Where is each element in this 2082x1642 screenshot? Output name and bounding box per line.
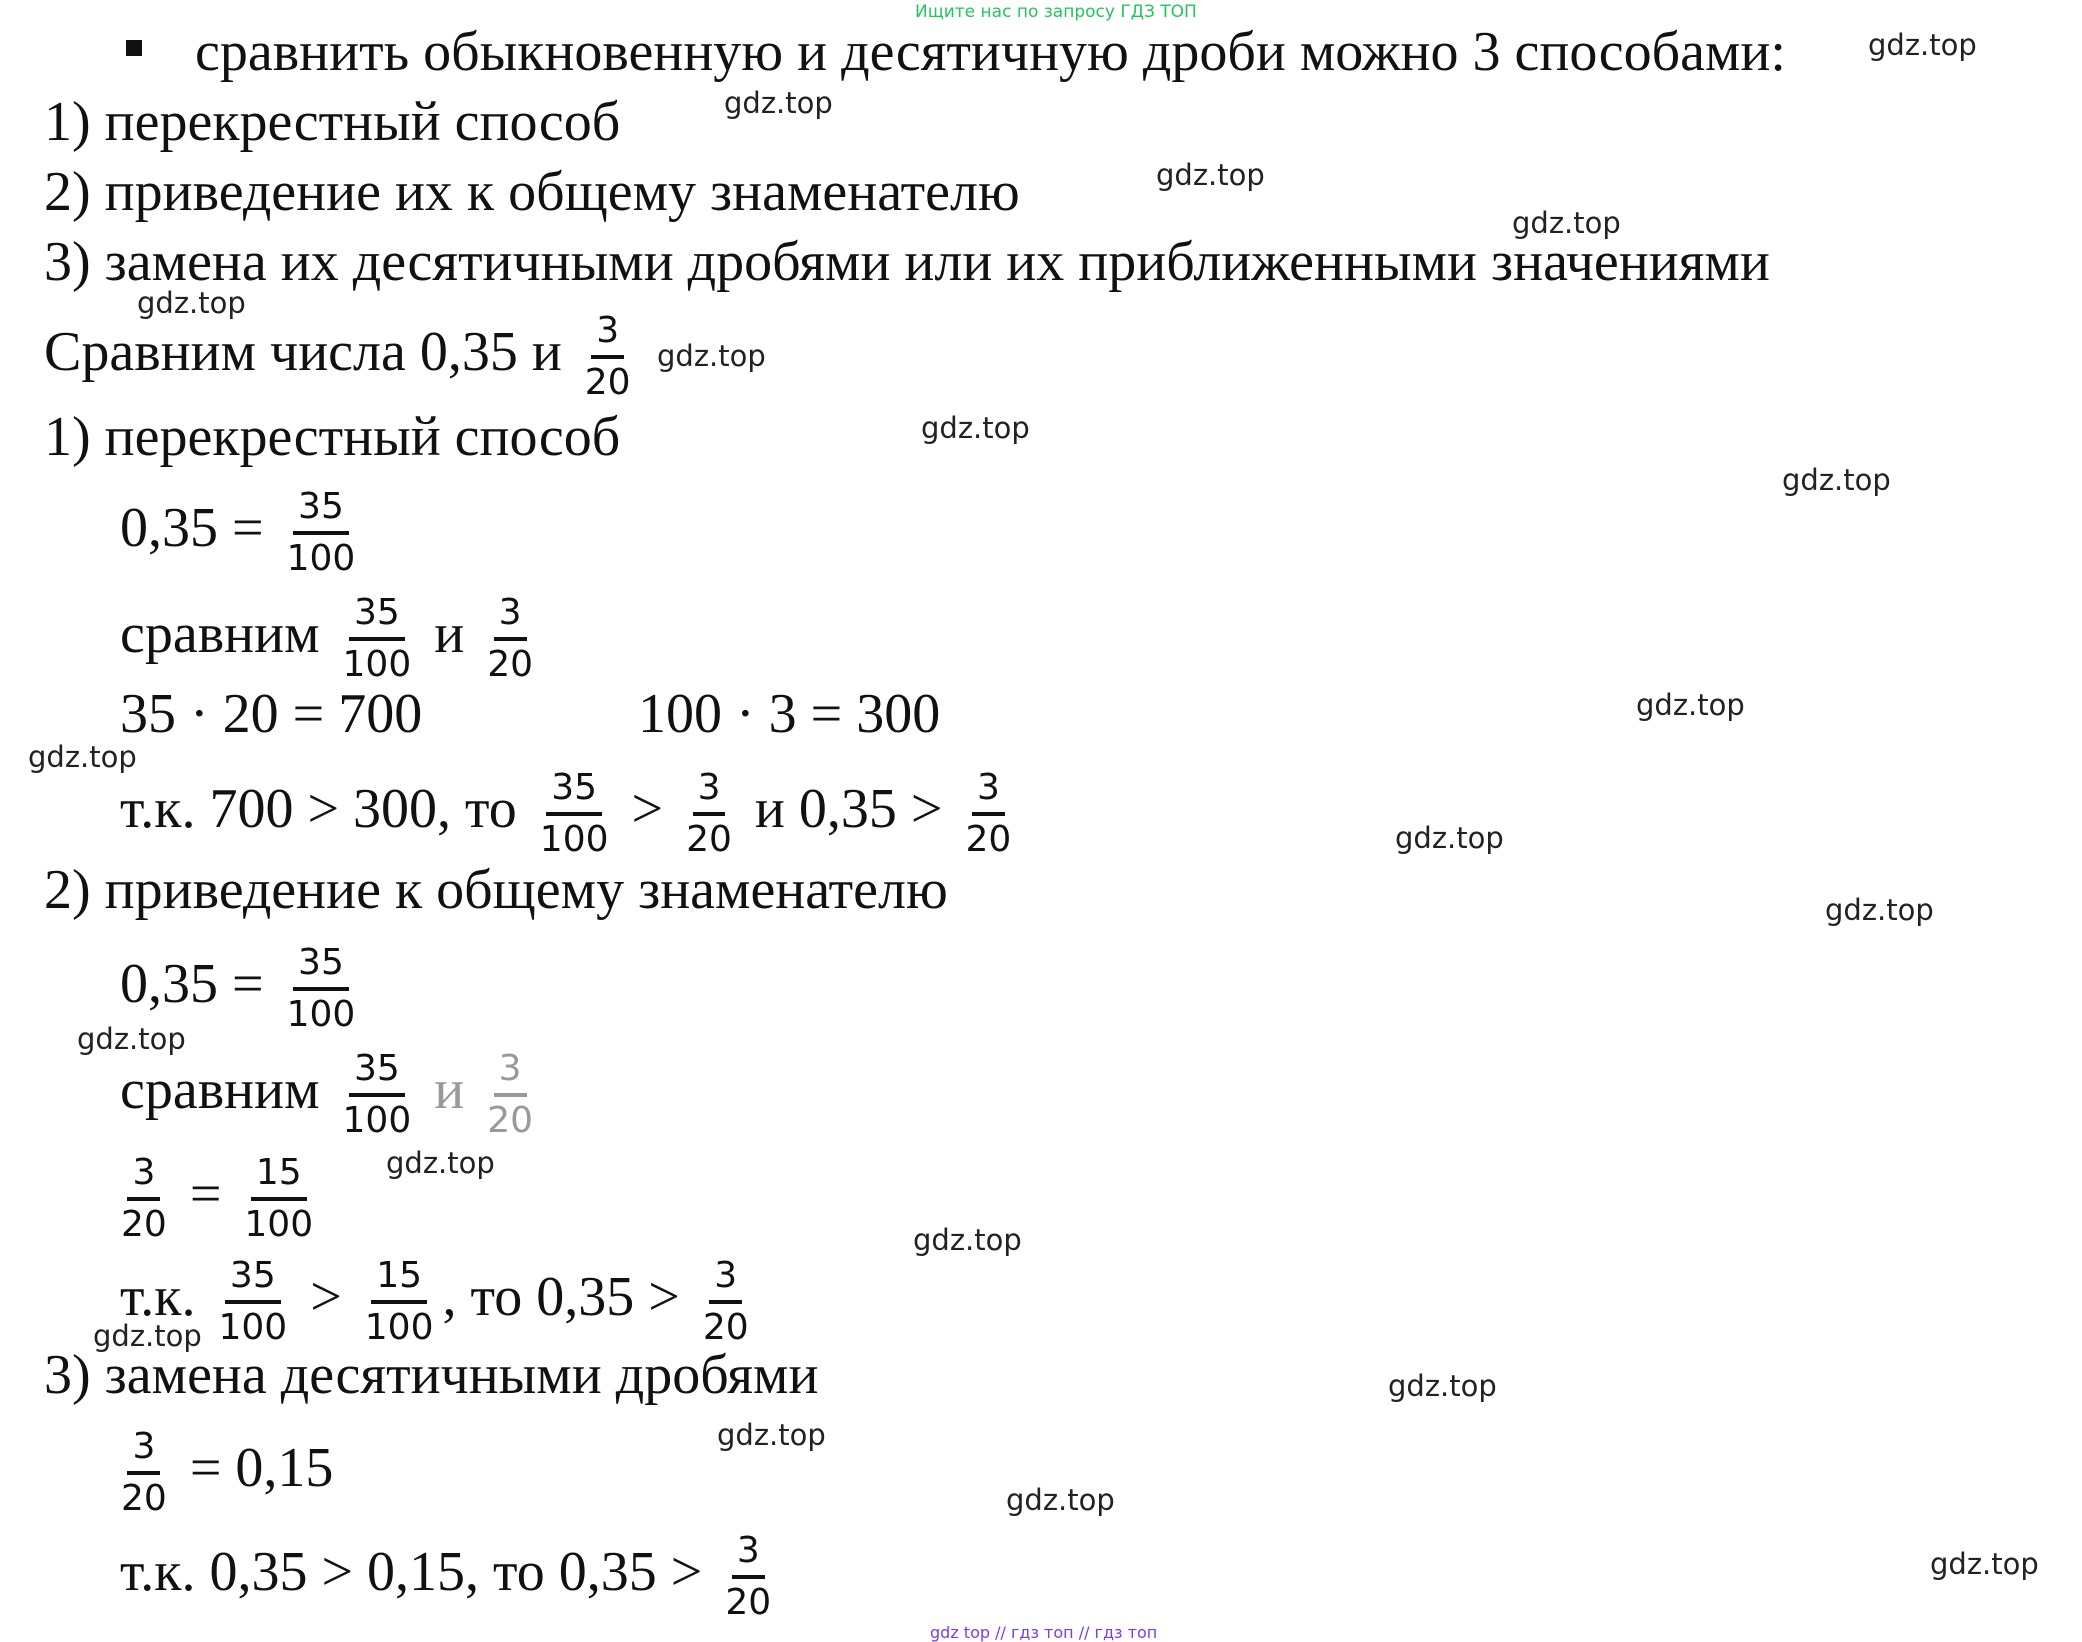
- s2-conv-frac-b: [239, 1152, 318, 1246]
- s2-conclusion: [120, 1255, 758, 1349]
- watermark-text: gdz.top: [1395, 821, 1504, 855]
- watermark-text: gdz.top: [1782, 463, 1891, 497]
- watermark-text: gdz.top: [1156, 158, 1265, 192]
- fraction-denominator: 100: [218, 1307, 288, 1348]
- s2-compare-frac-b: [482, 1048, 538, 1142]
- fraction-numerator: 15: [371, 1255, 427, 1304]
- fraction-denominator: 20: [121, 1478, 167, 1519]
- fraction-numerator: 35: [293, 486, 349, 535]
- watermark-text: gdz.top: [1006, 1483, 1115, 1517]
- watermark-text: gdz.top: [657, 339, 766, 373]
- s1-conclusion: [120, 767, 1020, 861]
- fraction-denominator: 100: [342, 1100, 412, 1141]
- watermark-text: gdz.top: [921, 411, 1030, 445]
- fraction-denominator: 100: [364, 1307, 434, 1348]
- s2-concl-a: т.к.: [120, 1265, 196, 1328]
- fraction-denominator: 20: [702, 1307, 749, 1348]
- fraction-denominator: 100: [244, 1204, 314, 1245]
- fraction-denominator: 100: [286, 994, 356, 1035]
- intro-method-3: 3) замена их десятичными дробями или их приближенными значениями: [44, 231, 1770, 293]
- watermark-text: gdz.top: [913, 1223, 1022, 1257]
- fraction-numerator: 15: [251, 1152, 307, 1201]
- fraction-denominator: 20: [584, 362, 631, 403]
- s2-conv-frac-a: [116, 1152, 172, 1246]
- task-line: [44, 310, 640, 404]
- bullet-square: [126, 40, 142, 56]
- watermark-text: gdz.top: [1636, 688, 1745, 722]
- s3-equation: [112, 1426, 333, 1520]
- s1-product-right: 100 · 3 = 300: [638, 683, 941, 745]
- s2-heading: 2) приведение к общему знаменателю: [44, 859, 948, 921]
- watermark-text: gdz.top: [386, 1146, 495, 1180]
- fraction-numerator: 35: [546, 767, 602, 816]
- s2-compare-word: сравним: [120, 1058, 320, 1121]
- fraction-numerator: 3: [494, 592, 527, 641]
- fraction-denominator: 100: [342, 644, 412, 685]
- fraction-denominator: 20: [686, 819, 732, 860]
- watermark-text: gdz.top: [1825, 893, 1934, 927]
- s1-eq-lhs: 0,35 =: [120, 496, 264, 559]
- fraction-denominator: 20: [487, 644, 534, 685]
- intro-method-2: 2) приведение их к общему знаменателю: [44, 161, 1020, 223]
- task-text: Сравним числа 0,35 и: [44, 320, 562, 383]
- s1-and-word: и: [434, 602, 465, 665]
- s1-compare-frac-b: [482, 592, 538, 686]
- fraction-denominator: 100: [539, 819, 609, 860]
- s2-compare: [120, 1048, 542, 1142]
- task-fraction: [580, 310, 636, 404]
- watermark-text: gdz.top: [717, 1418, 826, 1452]
- s2-concl-frac-a: [213, 1255, 292, 1349]
- watermark-text: gdz.top: [1388, 1369, 1497, 1403]
- bottom-banner: gdz top // гдз топ // гдз топ: [930, 1623, 1158, 1642]
- top-banner: Ищите нас по запросу ГДЗ ТОП: [915, 2, 1197, 22]
- s1-concl-frac-c: [960, 767, 1016, 861]
- s3-conclusion: [120, 1530, 780, 1624]
- s2-conversion: [112, 1152, 322, 1246]
- s2-fraction-35-100: [282, 942, 361, 1036]
- s1-concl-a: т.к. 700 > 300, то: [120, 777, 517, 840]
- s2-concl-frac-b: [360, 1255, 439, 1349]
- fraction-denominator: 20: [487, 1100, 534, 1141]
- s1-gt: >: [631, 777, 664, 840]
- s1-compare-frac-a: [338, 592, 417, 686]
- s2-and-word: и: [434, 1058, 465, 1121]
- fraction-denominator: 20: [965, 819, 1012, 860]
- s2-concl-b: , то 0,35 >: [442, 1265, 680, 1328]
- s2-concl-frac-c: [698, 1255, 754, 1349]
- s2-eq-sign: =: [189, 1162, 222, 1225]
- s1-heading: 1) перекрестный способ: [44, 406, 621, 468]
- intro-method-1: 1) перекрестный способ: [44, 91, 621, 153]
- s3-eq-rhs: = 0,15: [189, 1436, 334, 1499]
- watermark-text: gdz.top: [77, 1022, 186, 1056]
- s1-concl-frac-a: [535, 767, 614, 861]
- fraction-numerator: 3: [732, 1530, 765, 1579]
- fraction-numerator: 3: [693, 767, 726, 816]
- s3-heading: 3) замена десятичными дробями: [44, 1344, 819, 1406]
- fraction-numerator: 35: [349, 1048, 405, 1097]
- s3-concl-frac: [720, 1530, 776, 1624]
- s1-compare: [120, 592, 542, 686]
- fraction-denominator: 100: [286, 538, 356, 579]
- s1-fraction-35-100: [282, 486, 361, 580]
- fraction-numerator: 35: [349, 592, 405, 641]
- s2-gt: >: [310, 1265, 342, 1328]
- fraction-numerator: 3: [494, 1048, 527, 1097]
- s1-equation: [120, 486, 364, 580]
- s3-frac-3-20: [116, 1426, 172, 1520]
- fraction-numerator: 3: [709, 1255, 742, 1304]
- watermark-text: gdz.top: [137, 286, 246, 320]
- fraction-numerator: 35: [293, 942, 349, 991]
- s1-concl-b: и 0,35 >: [754, 777, 943, 840]
- s2-compare-frac-a: [338, 1048, 417, 1142]
- s3-concl-a: т.к. 0,35 > 0,15, то 0,35 >: [120, 1540, 703, 1603]
- watermark-text: gdz.top: [1930, 1547, 2039, 1581]
- s1-product-left: 35 · 20 = 700: [120, 683, 423, 745]
- watermark-text: gdz.top: [28, 740, 137, 774]
- watermark-text: gdz.top: [1868, 28, 1977, 62]
- watermark-text: gdz.top: [724, 86, 833, 120]
- fraction-numerator: 3: [591, 310, 624, 359]
- watermark-text: gdz.top: [1512, 206, 1621, 240]
- fraction-numerator: 35: [225, 1255, 281, 1304]
- watermark-text: gdz.top: [93, 1319, 202, 1353]
- s1-concl-frac-b: [681, 767, 737, 861]
- s1-compare-word: сравним: [120, 602, 320, 665]
- intro-bullet-text: сравнить обыкновенную и десятичную дроби можно 3 способами:: [195, 21, 1786, 83]
- fraction-numerator: 3: [127, 1426, 160, 1475]
- s2-eq-lhs: 0,35 =: [120, 952, 264, 1015]
- fraction-numerator: 3: [972, 767, 1005, 816]
- fraction-numerator: 3: [127, 1152, 160, 1201]
- fraction-denominator: 20: [725, 1582, 772, 1623]
- fraction-denominator: 20: [121, 1204, 167, 1245]
